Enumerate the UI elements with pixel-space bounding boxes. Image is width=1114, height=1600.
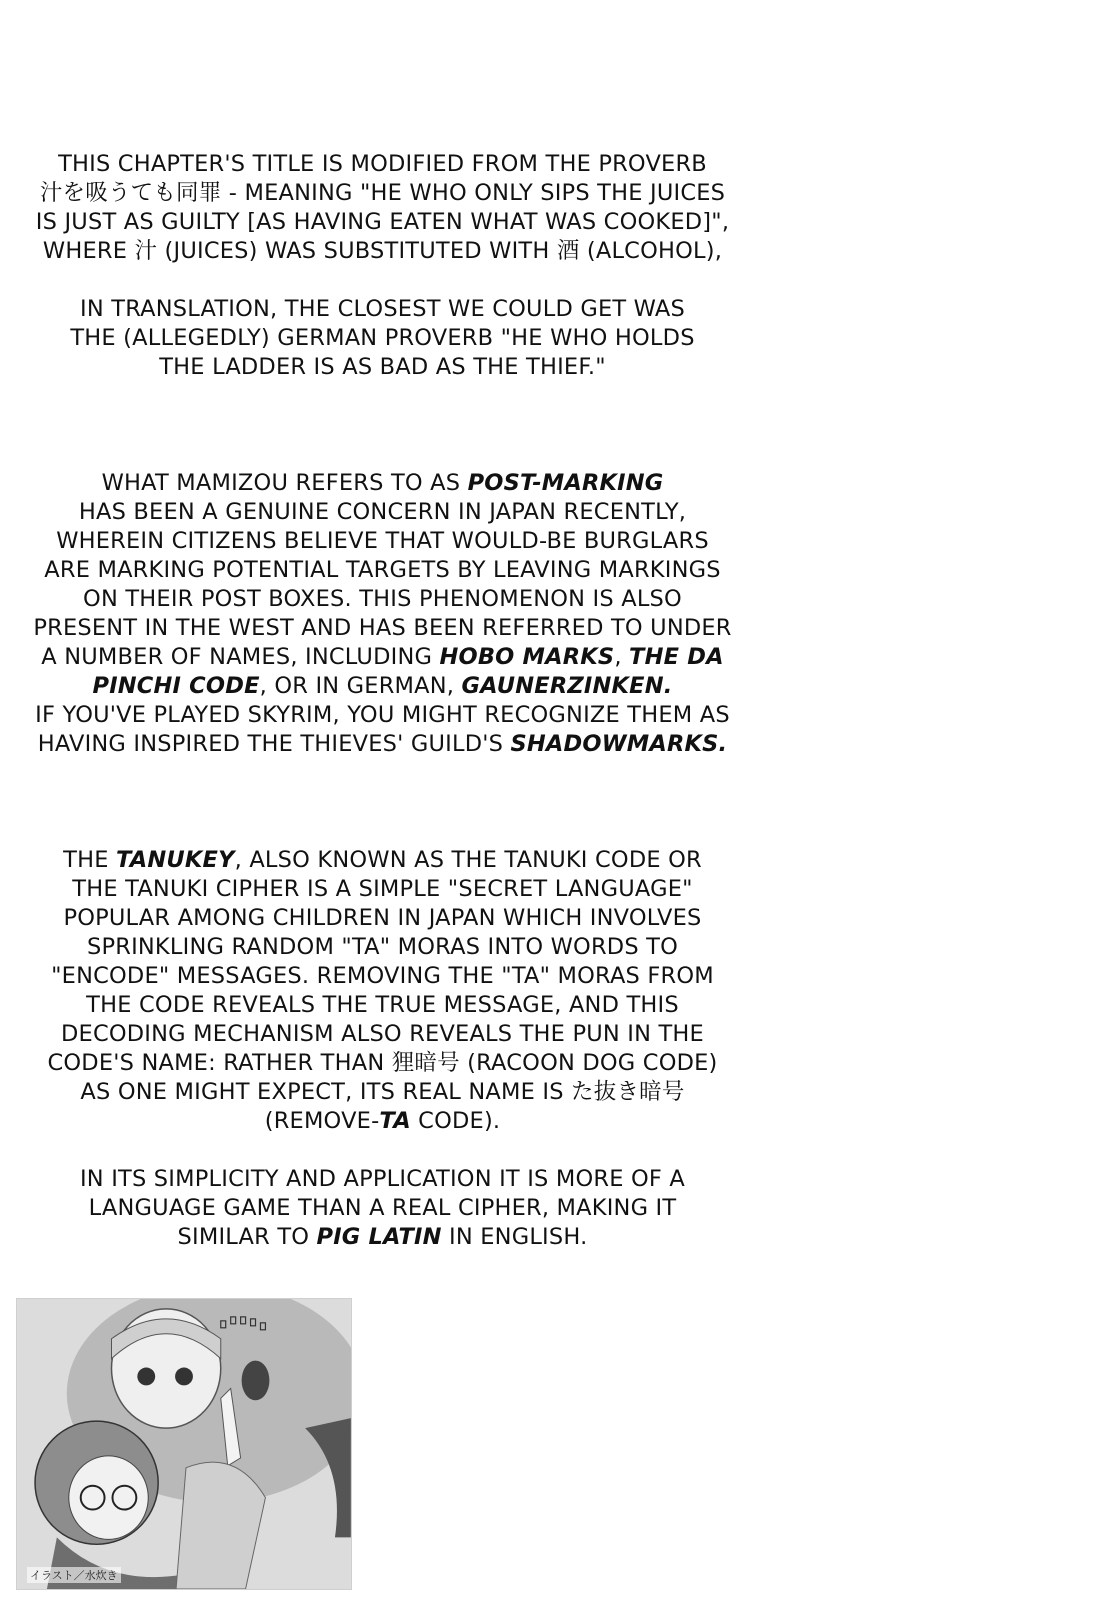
emphasis: THE DA: [629, 644, 724, 670]
note-line: SIMILAR TO PIG LATIN IN ENGLISH.: [177, 1224, 588, 1250]
note-line: PRESENT IN THE WEST AND HAS BEEN REFERRED TO UNDER: [33, 615, 732, 641]
note-line: A NUMBER OF NAMES, INCLUDING HOBO MARKS, THE DA: [41, 644, 724, 670]
note-tanukey: [10, 846, 755, 1136]
note-line: HAVING INSPIRED THE THIEVES' GUILD'S SHADOWMARKS.: [37, 731, 728, 757]
note-line: (REMOVE-TA CODE).: [264, 1108, 501, 1134]
emphasis: PINCHI CODE: [92, 673, 260, 699]
emphasis: GAUNERZINKEN.: [461, 673, 673, 699]
note-line: THE (ALLEGEDLY) GERMAN PROVERB "HE WHO HOLDS: [70, 325, 695, 351]
note-line: DECODING MECHANISM ALSO REVEALS THE PUN IN THE: [61, 1021, 704, 1047]
note-line: WHEREIN CITIZENS BELIEVE THAT WOULD-BE BURGLARS: [56, 528, 709, 554]
note-line: IS JUST AS GUILTY [AS HAVING EATEN WHAT WAS COOKED]",: [35, 209, 730, 235]
illustration-credit: イラスト／水炊き: [27, 1567, 121, 1583]
note-line: WHERE 汁 (JUICES) WAS SUBSTITUTED WITH 酒 (ALCOHOL),: [42, 238, 723, 264]
note-line: THE TANUKI CIPHER IS A SIMPLE "SECRET LANGUAGE": [72, 876, 693, 902]
note-line: THE CODE REVEALS THE TRUE MESSAGE, AND THIS: [86, 992, 679, 1018]
note-line: THIS CHAPTER'S TITLE IS MODIFIED FROM THE PROVERB: [58, 151, 707, 177]
note-chapter-title: [10, 150, 755, 266]
note-line: IN ITS SIMPLICITY AND APPLICATION IT IS MORE OF A: [79, 1166, 686, 1192]
emphasis: TA: [379, 1108, 411, 1134]
note-line: WHAT MAMIZOU REFERS TO AS POST-MARKING: [101, 470, 664, 496]
note-line: ARE MARKING POTENTIAL TARGETS BY LEAVING MARKINGS: [44, 557, 721, 583]
note-line: "ENCODE" MESSAGES. REMOVING THE "TA" MORAS FROM: [51, 963, 714, 989]
note-line: 汁を吸うても同罪 - MEANING "HE WHO ONLY SIPS THE JUICES: [39, 180, 726, 206]
note-line: THE LADDER IS AS BAD AS THE THIEF.": [159, 354, 606, 380]
translator-notes: [10, 150, 755, 1252]
note-line: POPULAR AMONG CHILDREN IN JAPAN WHICH INVOLVES: [63, 905, 702, 931]
emphasis: POST-MARKING: [467, 470, 664, 496]
note-translation: [10, 295, 755, 382]
note-line: ON THEIR POST BOXES. THIS PHENOMENON IS ALSO: [83, 586, 682, 612]
note-line: IN TRANSLATION, THE CLOSEST WE COULD GET WAS: [80, 296, 685, 322]
note-line: AS ONE MIGHT EXPECT, ITS REAL NAME IS た抜き暗号: [80, 1079, 685, 1105]
emphasis: HOBO MARKS: [439, 644, 615, 670]
emphasis: TANUKEY: [115, 847, 235, 873]
manga-illustration: [16, 1298, 352, 1590]
emphasis: SHADOWMARKS.: [510, 731, 728, 757]
emphasis: PIG LATIN: [316, 1224, 442, 1250]
note-line: CODE'S NAME: RATHER THAN 狸暗号 (RACOON DOG CODE): [47, 1050, 718, 1076]
note-line: SPRINKLING RANDOM "TA" MORAS INTO WORDS TO: [86, 934, 679, 960]
note-line: PINCHI CODE, OR IN GERMAN, GAUNERZINKEN.: [92, 673, 673, 699]
note-pig-latin: [10, 1165, 755, 1252]
note-line: THE TANUKEY, ALSO KNOWN AS THE TANUKI CODE OR: [63, 847, 702, 873]
note-line: IF YOU'VE PLAYED SKYRIM, YOU MIGHT RECOGNIZE THEM AS: [35, 702, 730, 728]
illustration-drawing: [17, 1299, 351, 1589]
note-line: HAS BEEN A GENUINE CONCERN IN JAPAN RECENTLY,: [78, 499, 687, 525]
note-line: LANGUAGE GAME THAN A REAL CIPHER, MAKING IT: [88, 1195, 677, 1221]
note-post-marking: [10, 469, 755, 759]
